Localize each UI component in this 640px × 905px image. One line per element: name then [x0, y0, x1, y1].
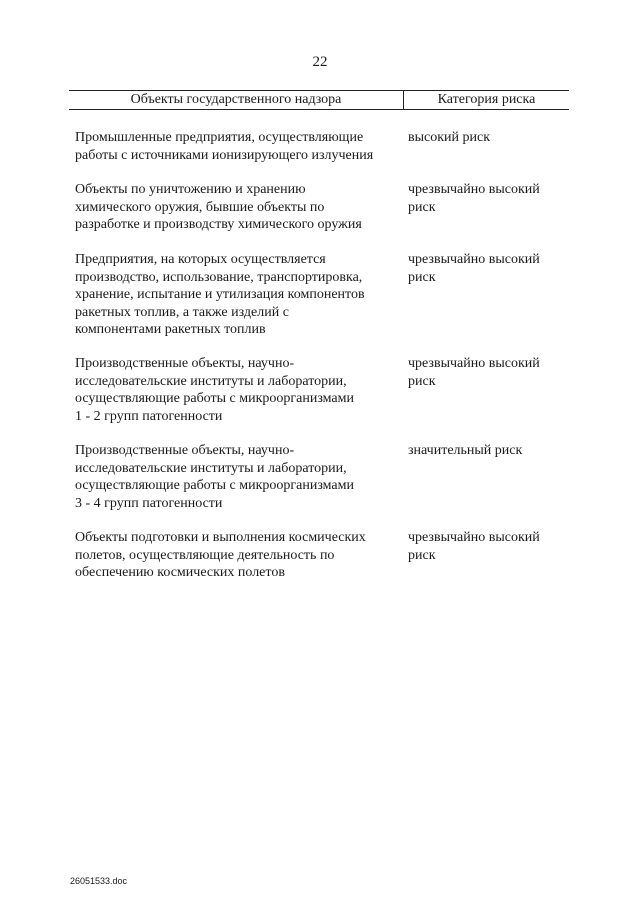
row-risk: чрезвычайно высокий риск — [408, 356, 540, 389]
row-risk: чрезвычайно высокий риск — [408, 530, 540, 563]
row-object: Производственные объекты, научно- исследовательские институты и лаборатории, осуществляющие работы с микроорганизмами 1 - 2 групп патогенности — [75, 356, 354, 424]
footer-filename: 26051533.doc — [70, 876, 128, 886]
table-header — [69, 90, 569, 110]
row-risk: чрезвычайно высокий риск — [408, 252, 540, 285]
row-object: Объекты подготовки и выполнения космических полетов, осуществляющие деятельность по обеспечению космических полетов — [75, 530, 366, 580]
header-risk-category: Категория риска — [437, 92, 536, 107]
header-objects: Объекты государственного надзора — [130, 92, 342, 107]
row-object: Производственные объекты, научно- исследовательские институты и лаборатории, осуществляющие работы с микроорганизмами 3 - 4 групп патогенности — [75, 443, 354, 511]
row-risk: значительный риск — [408, 443, 523, 458]
row-object: Промышленные предприятия, осуществляющие работы с источниками ионизирующего излучения — [75, 130, 374, 163]
row-risk: чрезвычайно высокий риск — [408, 182, 540, 215]
row-object: Объекты по уничтожению и хранению химического оружия, бывшие объекты по разработке и производству химического оружия — [75, 182, 362, 232]
row-risk: высокий риск — [408, 130, 491, 145]
page-number: 22 — [312, 54, 328, 70]
row-object: Предприятия, на которых осуществляется производство, использование, транспортировка, хранение, испытание и утилизация компонентов ракетных топлив, а также изделий с компонентами ракетных топлив — [75, 252, 365, 337]
